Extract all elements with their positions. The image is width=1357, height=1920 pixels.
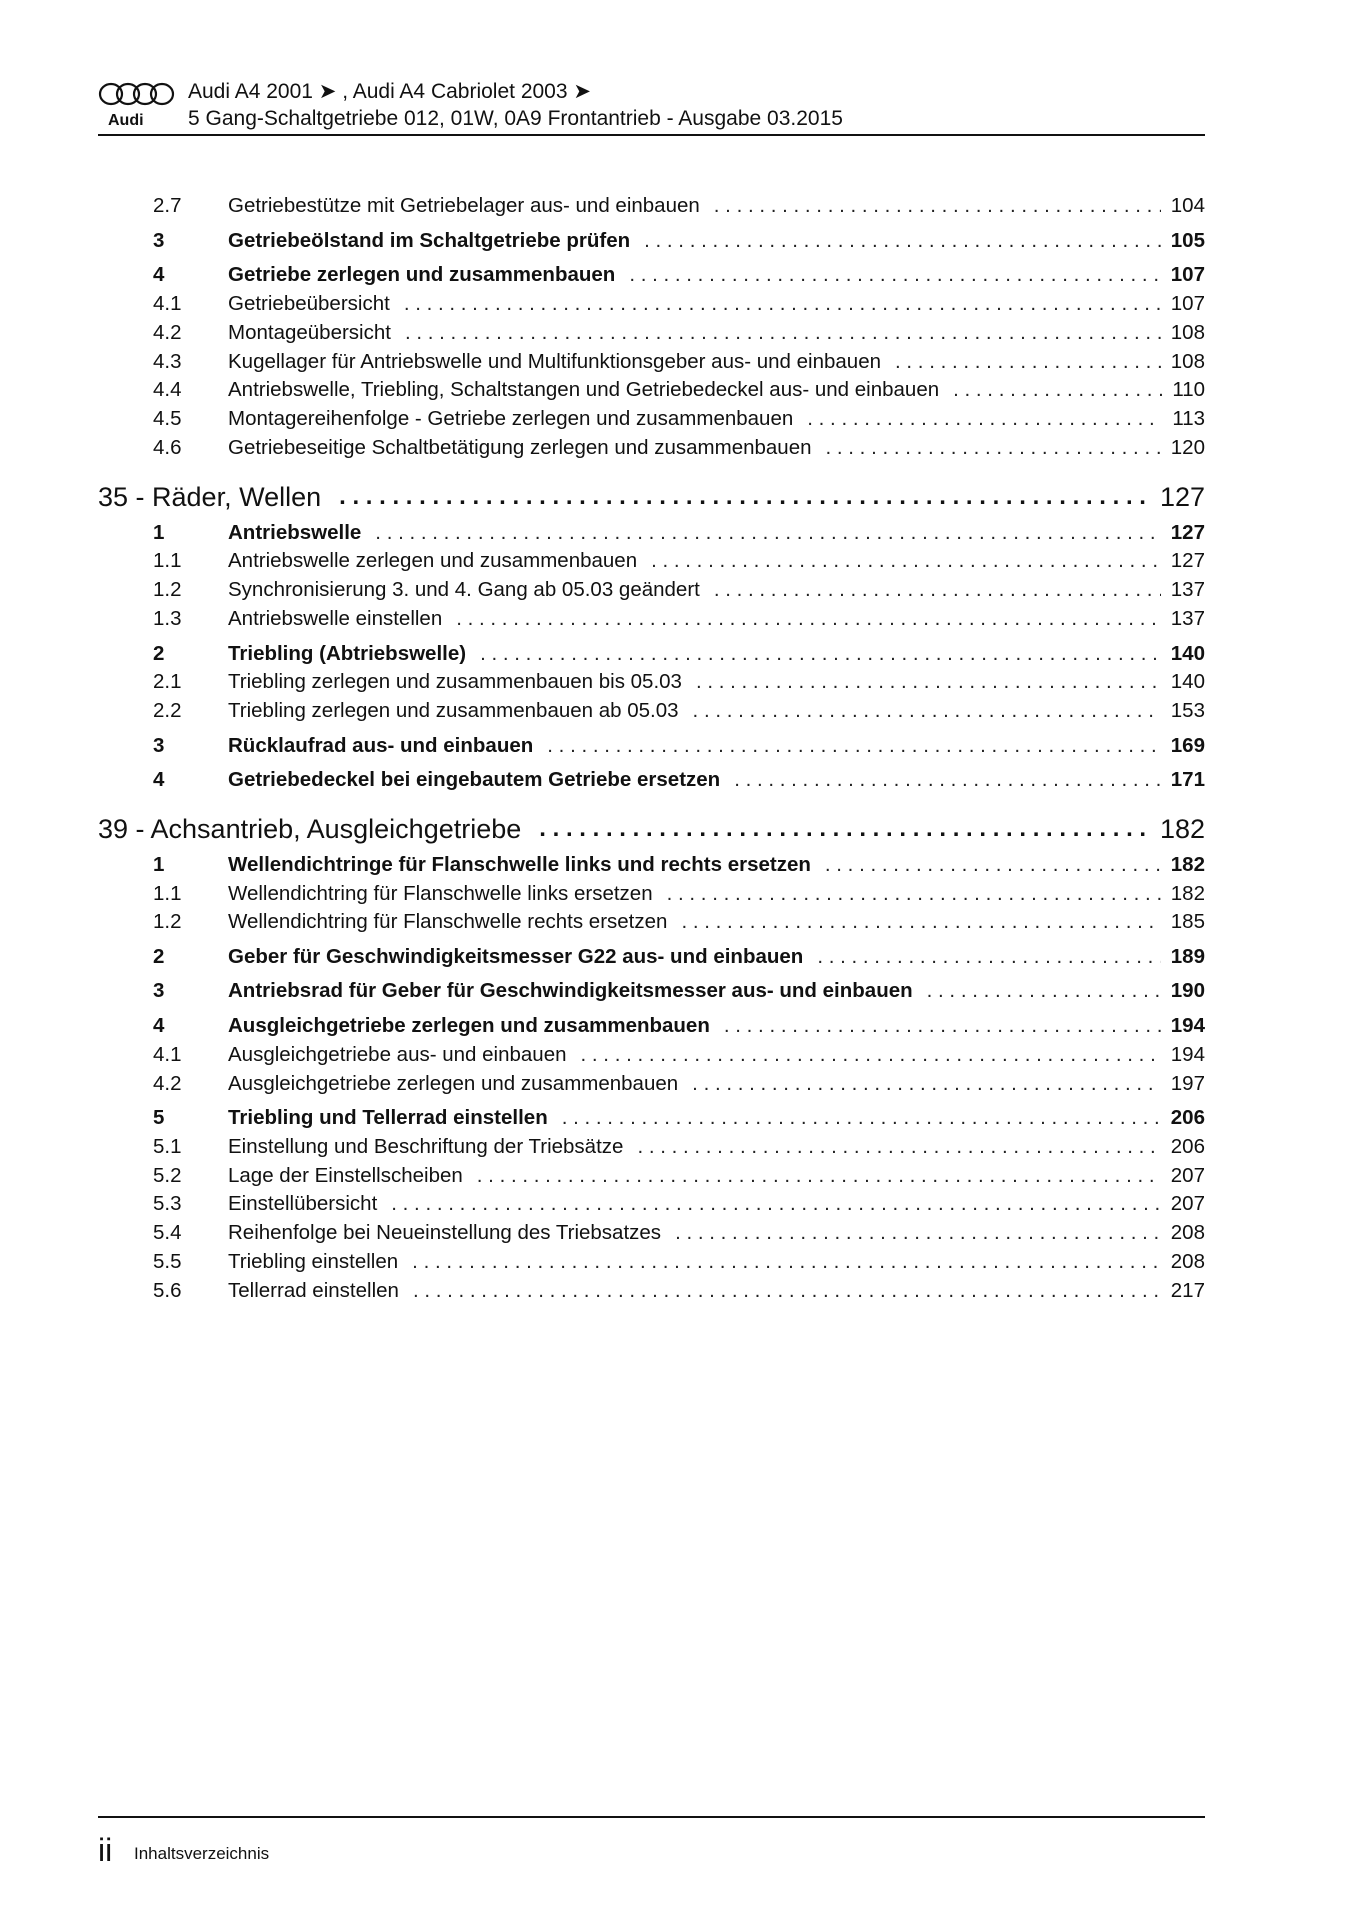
toc-entry-page: 113 bbox=[1172, 407, 1205, 431]
dot-leader bbox=[391, 1192, 1161, 1216]
toc-entry-title: Getriebedeckel bei eingebautem Getriebe ersetzen bbox=[228, 768, 721, 792]
toc-subsection-entry[interactable] bbox=[98, 290, 1205, 319]
toc-entry-page: 140 bbox=[1170, 641, 1205, 665]
dot-leader bbox=[413, 1279, 1161, 1303]
toc-entry-number: 4.2 bbox=[153, 1071, 182, 1095]
toc-entry-number: 4.1 bbox=[153, 292, 182, 316]
dot-leader bbox=[693, 699, 1161, 723]
toc-entry-title: 35 - Räder, Wellen bbox=[98, 481, 322, 512]
toc-entry-number: 1.1 bbox=[153, 549, 182, 573]
toc-entry-number: 4.1 bbox=[153, 1042, 182, 1066]
toc-entry-title: Triebling und Tellerrad einstellen bbox=[228, 1106, 548, 1130]
toc-entry-title: Antriebswelle bbox=[228, 520, 362, 544]
table-of-contents bbox=[98, 192, 1205, 1305]
toc-entry-title: Getriebeseitige Schaltbetätigung zerlegen und zusammenbauen bbox=[228, 435, 812, 459]
toc-entry-number: 4.6 bbox=[153, 435, 182, 459]
toc-entry-page: 208 bbox=[1170, 1221, 1205, 1245]
header-model-line: Audi A4 2001 ➤ , Audi A4 Cabriolet 2003 ➤ bbox=[188, 80, 591, 103]
dot-leader bbox=[404, 292, 1161, 316]
toc-entry-number: 3 bbox=[153, 228, 165, 252]
toc-entry-page: 217 bbox=[1170, 1278, 1205, 1302]
toc-entry-page: 120 bbox=[1170, 435, 1205, 459]
toc-entry-number: 5.3 bbox=[153, 1192, 182, 1216]
toc-section-entry[interactable] bbox=[98, 261, 1205, 290]
toc-entry-number: 1.2 bbox=[153, 910, 182, 934]
toc-entry-page: 137 bbox=[1170, 578, 1205, 602]
dot-leader bbox=[734, 768, 1161, 792]
toc-entry-number: 4.3 bbox=[153, 349, 182, 373]
toc-subsection-entry[interactable] bbox=[98, 1161, 1205, 1190]
toc-entry-page: 208 bbox=[1170, 1249, 1205, 1273]
toc-entry-page: 190 bbox=[1170, 979, 1205, 1003]
toc-entry-number: 5 bbox=[153, 1106, 165, 1130]
toc-entry-page: 140 bbox=[1170, 670, 1205, 694]
dot-leader bbox=[714, 194, 1161, 218]
toc-entry-title: Getriebestütze mit Getriebelager aus- und einbauen bbox=[228, 194, 700, 218]
toc-subsection-entry[interactable] bbox=[98, 1040, 1205, 1069]
toc-entry-title: Getriebe zerlegen und zusammenbauen bbox=[228, 263, 616, 287]
toc-entry-page: 108 bbox=[1170, 349, 1205, 373]
dot-leader bbox=[953, 378, 1162, 402]
page-header bbox=[98, 76, 1205, 136]
toc-entry-number: 5.1 bbox=[153, 1134, 182, 1158]
toc-entry-number: 5.5 bbox=[153, 1249, 182, 1273]
toc-chapter-heading[interactable] bbox=[98, 808, 1205, 850]
toc-entry-number: 1 bbox=[153, 520, 165, 544]
toc-subsection-entry[interactable] bbox=[98, 192, 1205, 221]
toc-subsection-entry[interactable] bbox=[98, 347, 1205, 376]
toc-entry-title: 39 - Achsantrieb, Ausgleichgetriebe bbox=[98, 813, 522, 844]
toc-entry-number: 2.2 bbox=[153, 699, 182, 723]
toc-entry-page: 189 bbox=[1170, 944, 1205, 968]
toc-entry-title: Triebling einstellen bbox=[228, 1249, 399, 1273]
dot-leader bbox=[826, 436, 1161, 460]
dot-leader bbox=[637, 1135, 1160, 1159]
toc-entry-number: 2.7 bbox=[153, 194, 182, 218]
toc-entry-page: 153 bbox=[1170, 699, 1205, 723]
toc-entry-title: Rücklaufrad aus- und einbauen bbox=[228, 733, 534, 757]
toc-entry-number: 1 bbox=[153, 852, 165, 876]
toc-section-entry[interactable] bbox=[98, 1012, 1205, 1041]
dot-leader bbox=[651, 549, 1161, 573]
toc-subsection-entry[interactable] bbox=[98, 1276, 1205, 1305]
dot-leader bbox=[681, 910, 1160, 934]
toc-entry-title: Antriebswelle zerlegen und zusammenbauen bbox=[228, 549, 638, 573]
toc-subsection-entry[interactable] bbox=[98, 668, 1205, 697]
toc-entry-number: 4 bbox=[153, 263, 165, 287]
toc-entry-title: Ausgleichgetriebe aus- und einbauen bbox=[228, 1042, 567, 1066]
toc-entry-page: 127 bbox=[1170, 520, 1205, 544]
toc-entry-title: Montageübersicht bbox=[228, 320, 391, 344]
toc-entry-title: Triebling zerlegen und zusammenbauen bis 05.03 bbox=[228, 670, 682, 694]
toc-section-entry[interactable] bbox=[98, 943, 1205, 972]
toc-entry-title: Montagereihenfolge - Getriebe zerlegen und zusammenbauen bbox=[228, 407, 794, 431]
dot-leader bbox=[456, 607, 1161, 631]
dot-leader bbox=[807, 407, 1162, 431]
dot-leader bbox=[405, 321, 1161, 345]
toc-entry-title: Triebling (Abtriebswelle) bbox=[228, 641, 467, 665]
toc-section-entry[interactable] bbox=[98, 766, 1205, 795]
dot-leader bbox=[644, 229, 1161, 253]
toc-chapter-heading[interactable] bbox=[98, 476, 1205, 518]
toc-subsection-entry[interactable] bbox=[98, 1247, 1205, 1276]
toc-entry-number: 4.4 bbox=[153, 378, 182, 402]
toc-entry-page: 171 bbox=[1170, 768, 1205, 792]
toc-section-entry[interactable] bbox=[98, 977, 1205, 1006]
toc-subsection-entry[interactable] bbox=[98, 547, 1205, 576]
toc-entry-page: 194 bbox=[1170, 1042, 1205, 1066]
toc-subsection-entry[interactable] bbox=[98, 1132, 1205, 1161]
toc-entry-page: 207 bbox=[1170, 1163, 1205, 1187]
page-footer bbox=[98, 1816, 1205, 1868]
toc-entry-page: 105 bbox=[1170, 228, 1205, 252]
toc-entry-title: Synchronisierung 3. und 4. Gang ab 05.03 geändert bbox=[228, 578, 700, 602]
toc-entry-title: Einstellübersicht bbox=[228, 1192, 378, 1216]
toc-entry-number: 3 bbox=[153, 979, 165, 1003]
toc-entry-number: 2.1 bbox=[153, 670, 182, 694]
toc-subsection-entry[interactable] bbox=[98, 879, 1205, 908]
toc-entry-page: 137 bbox=[1170, 606, 1205, 630]
toc-entry-title: Antriebswelle, Triebling, Schaltstangen und Getriebedeckel aus- und einbauen bbox=[228, 378, 940, 402]
toc-entry-page: 110 bbox=[1172, 378, 1205, 402]
toc-subsection-entry[interactable] bbox=[98, 576, 1205, 605]
toc-entry-number: 5.2 bbox=[153, 1163, 182, 1187]
toc-entry-title: Triebling zerlegen und zusammenbauen ab 05.03 bbox=[228, 699, 679, 723]
toc-subsection-entry[interactable] bbox=[98, 1069, 1205, 1098]
toc-entry-title: Tellerrad einstellen bbox=[228, 1278, 399, 1302]
toc-entry-number: 4 bbox=[153, 1014, 165, 1037]
toc-entry-page: 127 bbox=[1159, 481, 1205, 512]
toc-section-entry[interactable] bbox=[98, 639, 1205, 668]
toc-entry-title: Ausgleichgetriebe zerlegen und zusammenbauen bbox=[228, 1014, 710, 1037]
toc-entry-page: 185 bbox=[1170, 910, 1205, 934]
dot-leader bbox=[825, 853, 1161, 877]
toc-subsection-entry[interactable] bbox=[98, 1219, 1205, 1248]
toc-entry-number: 4 bbox=[153, 768, 165, 792]
toc-entry-page: 206 bbox=[1170, 1134, 1205, 1158]
toc-entry-title: Wellendichtringe für Flanschwelle links und rechts ersetzen bbox=[228, 852, 811, 876]
toc-entry-page: 194 bbox=[1170, 1014, 1205, 1037]
toc-entry-number: 4.5 bbox=[153, 407, 182, 431]
header-manual-line: 5 Gang-Schaltgetriebe 012, 01W, 0A9 Frontantrieb - Ausgabe 03.2015 bbox=[188, 107, 843, 130]
toc-entry-number: 3 bbox=[153, 733, 165, 757]
dot-leader bbox=[480, 642, 1161, 666]
toc-entry-number: 5.6 bbox=[153, 1278, 182, 1302]
toc-entry-page: 207 bbox=[1170, 1192, 1205, 1216]
dot-leader bbox=[724, 1014, 1161, 1038]
toc-entry-title: Wellendichtring für Flanschwelle rechts ersetzen bbox=[228, 910, 668, 934]
toc-entry-page: 206 bbox=[1170, 1106, 1205, 1130]
toc-entry-title: Getriebeübersicht bbox=[228, 292, 390, 316]
dot-leader bbox=[375, 521, 1160, 545]
toc-entry-page: 107 bbox=[1170, 292, 1205, 316]
dot-leader bbox=[412, 1250, 1161, 1274]
toc-subsection-entry[interactable] bbox=[98, 376, 1205, 405]
dot-leader bbox=[692, 1072, 1161, 1096]
toc-entry-page: 127 bbox=[1170, 549, 1205, 573]
toc-section-entry[interactable] bbox=[98, 518, 1205, 547]
dot-leader bbox=[539, 815, 1154, 843]
toc-entry-number: 2 bbox=[153, 641, 165, 665]
toc-subsection-entry[interactable] bbox=[98, 434, 1205, 463]
toc-subsection-entry[interactable] bbox=[98, 697, 1205, 726]
dot-leader bbox=[927, 979, 1161, 1003]
toc-entry-number: 4.2 bbox=[153, 320, 182, 344]
dot-leader bbox=[895, 350, 1161, 374]
dot-leader bbox=[675, 1221, 1161, 1245]
dot-leader bbox=[339, 483, 1154, 511]
toc-entry-page: 182 bbox=[1159, 813, 1205, 844]
toc-subsection-entry[interactable] bbox=[98, 319, 1205, 348]
toc-entry-title: Antriebsrad für Geber für Geschwindigkeitsmesser aus- und einbauen bbox=[228, 979, 913, 1003]
toc-entry-page: 107 bbox=[1170, 263, 1205, 287]
svg-text:Audi: Audi bbox=[108, 112, 144, 129]
toc-entry-title: Geber für Geschwindigkeitsmesser G22 aus- und einbauen bbox=[228, 944, 804, 968]
toc-section-entry[interactable] bbox=[98, 731, 1205, 760]
dot-leader bbox=[629, 263, 1160, 287]
footer-section-title: Inhaltsverzeichnis bbox=[134, 1844, 270, 1863]
dot-leader bbox=[562, 1106, 1161, 1130]
toc-entry-page: 182 bbox=[1170, 852, 1205, 876]
toc-entry-number: 1.1 bbox=[153, 881, 182, 905]
toc-entry-page: 108 bbox=[1170, 320, 1205, 344]
dot-leader bbox=[714, 578, 1161, 602]
toc-subsection-entry[interactable] bbox=[98, 1190, 1205, 1219]
toc-entry-title: Wellendichtring für Flanschwelle links ersetzen bbox=[228, 881, 653, 905]
toc-subsection-entry[interactable] bbox=[98, 405, 1205, 434]
toc-subsection-entry[interactable] bbox=[98, 605, 1205, 634]
toc-subsection-entry[interactable] bbox=[98, 908, 1205, 937]
dot-leader bbox=[696, 670, 1161, 694]
dot-leader bbox=[477, 1164, 1161, 1188]
toc-entry-page: 104 bbox=[1170, 194, 1205, 218]
toc-entry-number: 5.4 bbox=[153, 1221, 182, 1245]
toc-entry-number: 1.3 bbox=[153, 606, 182, 630]
toc-section-entry[interactable] bbox=[98, 1104, 1205, 1133]
toc-section-entry[interactable] bbox=[98, 850, 1205, 879]
dot-leader bbox=[817, 945, 1160, 969]
page-number: ii bbox=[98, 1832, 113, 1868]
toc-entry-title: Kugellager für Antriebswelle und Multifunktionsgeber aus- und einbauen bbox=[228, 349, 882, 373]
audi-logo bbox=[98, 80, 176, 130]
toc-entry-title: Antriebswelle einstellen bbox=[228, 606, 443, 630]
toc-section-entry[interactable] bbox=[98, 227, 1205, 256]
dot-leader bbox=[547, 734, 1161, 758]
toc-entry-page: 169 bbox=[1170, 733, 1205, 757]
toc-entry-page: 182 bbox=[1170, 881, 1205, 905]
toc-entry-title: Lage der Einstellscheiben bbox=[228, 1163, 463, 1187]
toc-entry-number: 1.2 bbox=[153, 578, 182, 602]
toc-entry-title: Getriebeölstand im Schaltgetriebe prüfen bbox=[228, 228, 631, 252]
toc-entry-number: 2 bbox=[153, 944, 165, 968]
toc-entry-page: 197 bbox=[1170, 1071, 1205, 1095]
toc-entry-title: Einstellung und Beschriftung der Triebsätze bbox=[228, 1134, 624, 1158]
toc-entry-title: Ausgleichgetriebe zerlegen und zusammenbauen bbox=[228, 1071, 679, 1095]
dot-leader bbox=[667, 882, 1161, 906]
dot-leader bbox=[581, 1043, 1161, 1067]
toc-entry-title: Reihenfolge bei Neueinstellung des Triebsatzes bbox=[228, 1221, 662, 1245]
